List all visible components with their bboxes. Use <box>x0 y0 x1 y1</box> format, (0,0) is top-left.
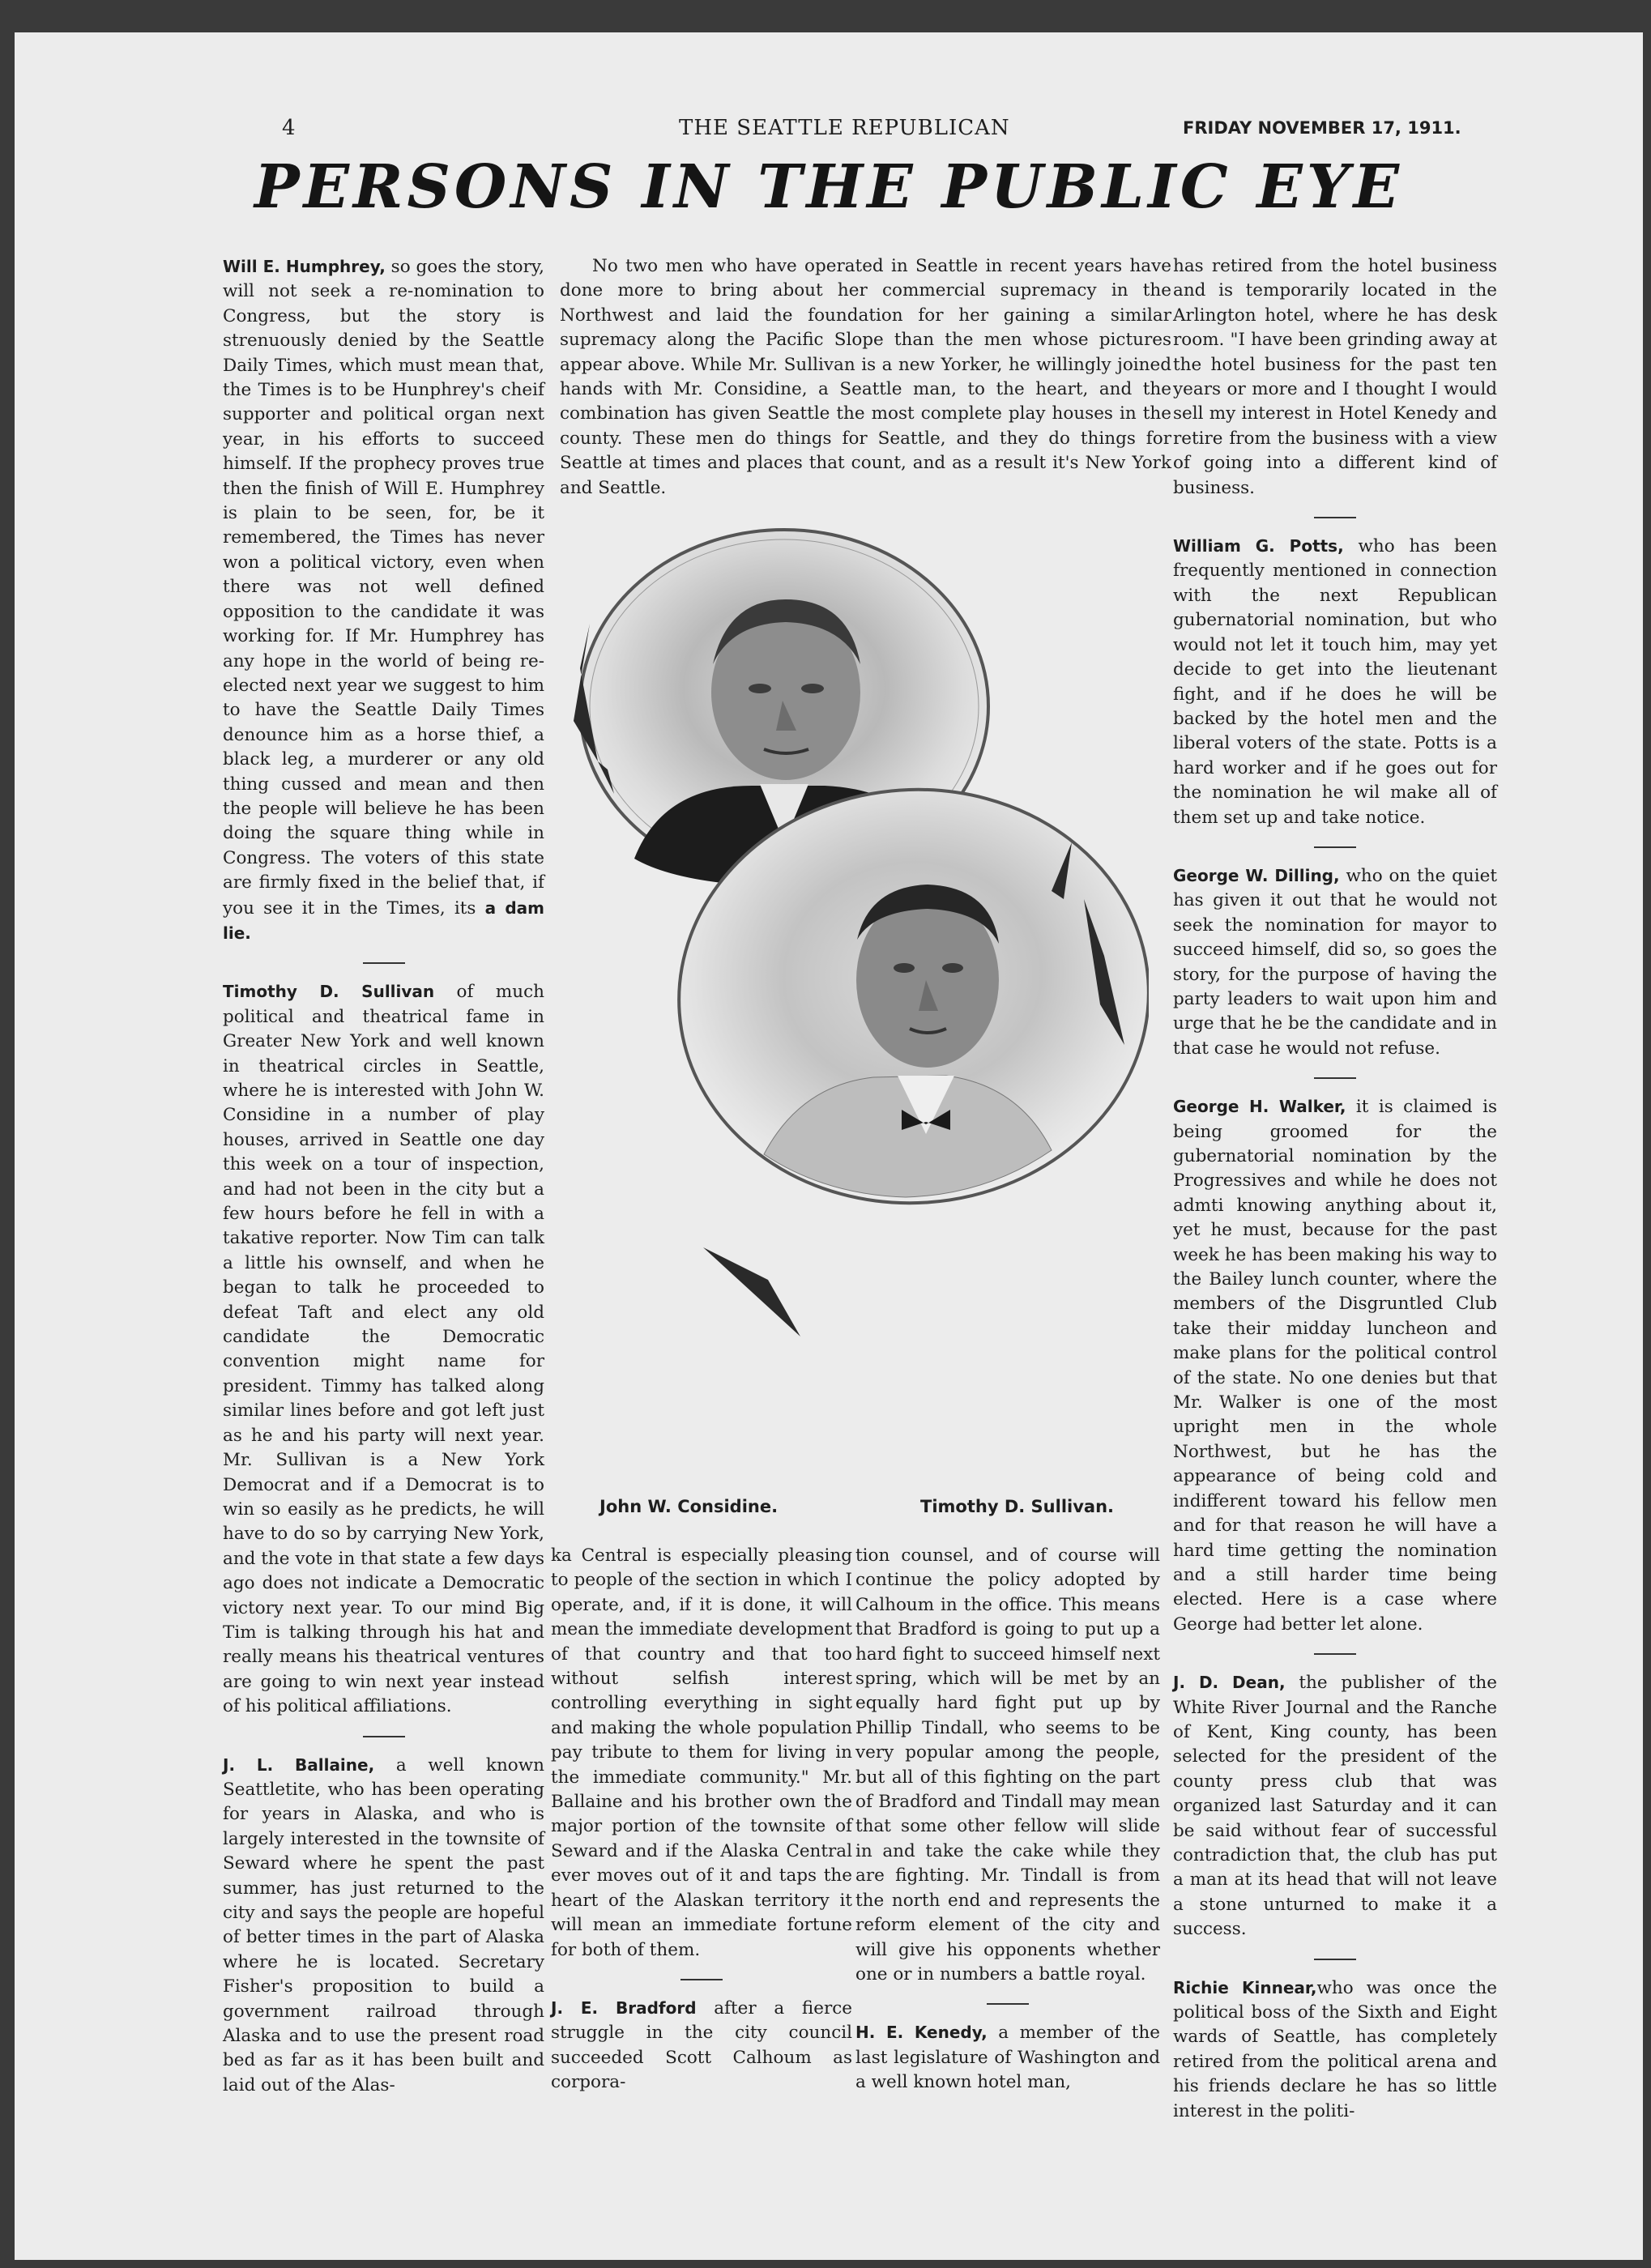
article-kenedy-continued: has retired from the hotel business and is temporarily located in the Arlington hotel, where he has desk room. "I have been grinding away at the hotel business for the past ten years or more and I thought I would sell my interest in Hotel Kenedy and retire from the business with a view of going into a different kind of business. <box>1173 256 1497 498</box>
divider <box>363 962 405 964</box>
issue-date: FRIDAY NOVEMBER 17, 1911. <box>1183 118 1461 138</box>
divider <box>1314 517 1356 518</box>
column-third-lower <box>855 1544 1160 2095</box>
article-sullivan: Timothy D. Sullivan of much political and theatrical fame in Greater New York and well known in theatrical circles in Seattle, where he is interested with John W. Considine in a number of play houses, arrived in Seattle one day this week on a tour of inspection, and had not been in the city but a few hours before he fell in with a takative reporter. Now Tim can talk a little his ownself, and when he began to talk he proceeded to defeat Taft and elect any old candidate the Democratic convention might name for president. Timmy has talked along similar lines before and got left just as he and his party will next year. Mr. Sullivan is a New York Democrat and if a Democrat is to win so easily as he predicts, he will have to do so by carrying New York, and the vote in that state a few days ago does not indicate a Democratic victory next year. To our mind Big Tim is talking through his hat and really means his theatrical ventures are going to win next year instead of his political affiliations. <box>223 982 544 1717</box>
article-kenedy: H. E. Kenedy, a member of the last legislature of Washington and a well known hotel man, <box>855 2023 1160 2093</box>
column-left <box>223 254 544 2098</box>
article-ballaine-continued: ka Central is especially pleasing to people of the section in which I operate, and, if it is done, it will mean the immediate development of that country and that too without selfish interest controlling everything in sight and making the whole population pay tribute to them for living in the immediate community." Mr. Ballaine and his brother own the major portion of the townsite of Seward and if the Alaska Central ever moves out of it and taps the heart of the Alaskan territory it will mean an immediate fortune for both of them. <box>551 1545 852 1960</box>
article-bradford-continued: tion counsel, and of course will continue the policy adopted by Calhoum in the office. This means that Bradford is going to put up a hard fight to succeed himself next spring, which will be met by an equally hard fight put up by Phillip Tindall, who seems to be very popular among the people, but all of this fighting on the part of Bradford and Tindall may mean that some other fellow will slide in and take the cake while they are fighting. Mr. Tindall is from the north end and represents the reform element of the city and will give his opponents whether one or in numbers a battle royal. <box>855 1545 1160 1985</box>
divider <box>363 1736 405 1737</box>
divider <box>1314 1959 1356 1960</box>
article-ballaine: J. L. Ballaine, a well known Seattletite, who has been operating for years in Alaska, and who is largely interested in the townsite of Seward where he spent the past summer, has just returned to the city and says the people are hopeful of better times in the part of Alaska where he is located. Secretary Fisher's proposition to build a government railroad through Alaska and to use the present road bed as far as it has been built and laid out of the Alas- <box>223 1754 544 2095</box>
divider <box>1314 1653 1356 1655</box>
article-walker: George H. Walker, it is claimed is being groomed for the gubernatorial nomination by the Progressives and while he does not admti knowing anything about it, yet he must, because for the past week he has been making his way to the Bailey lunch counter, where the members of the Disgruntled Club take their midday luncheon and make plans for the political control of the state. No one denies but that Mr. Walker is one of the most upright men in the whole Northwest, but he has the appearance of being cold and indifferent toward his fellow men and for that reason he will have a hard time getting the nomination and a still harder time being elected. Here is a case where George had better let alone. <box>1173 1097 1497 1635</box>
article-kinnear: Richie Kinnear,who was once the political boss of the Sixth and Eight wards of Seattle, has completely retired from the political arena and his friends declare he has so little interest in the politi- <box>1173 1977 1497 2121</box>
caption-considine: John W. Considine. <box>599 1497 779 1516</box>
divider <box>1314 846 1356 848</box>
intro-paragraph: No two men who have operated in Seattle in recent years have done more to bring about her commercial supremacy in the Northwest and laid the foundation for her gaining a similar supremacy along the Pacific Slope than the men whose pictures appear above. While Mr. Sullivan is a new Yorker, he willingly joined hands with Mr. Considine, a Seattle man, to the heart, and the combination has given Seattle the most complete play houses in the county. These men do things for Seattle, and they do things for Seattle at times and places that count, and as a result it's New York and Seattle. <box>560 256 1171 498</box>
article-bradford: J. E. Bradford after a fierce struggle in the city council succeeded Scott Calhoum as corpora- <box>551 1997 852 2093</box>
masthead: THE SEATTLE REPUBLICAN <box>679 116 1010 140</box>
column-middle-lower <box>551 1544 852 2095</box>
divider <box>680 1979 723 1980</box>
article-humphrey: Will E. Humphrey, so goes the story, will not seek a re-nomination to Congress, but the story is strenuously denied by the Seattle Daily Times, which must mean that, the Times is to be Hunphrey's cheif supporter and political organ next year, in his efforts to succeed himself. If the prophecy proves true then the finish of Will E. Humphrey is plain to be seen, for, be it remembered, the Times has never won a political victory, even when there was not well defined opposition to the candidate it was working for. If Mr. Humphrey has any hope in the world of being re-elected next year we suggest to him to have the Seattle Daily Times denounce him as a horse thief, a black leg, a murderer or any old thing cussed and mean and then the people will believe he has been doing the square thing while in Congress. The voters of this state are firmly fixed in the belief that, if you see it in the Times, its a dam lie. <box>223 257 544 943</box>
column-right <box>1173 254 1497 2124</box>
newspaper-page <box>15 32 1643 2260</box>
portraits-illustration <box>565 518 1149 1482</box>
article-dilling: George W. Dilling, who on the quiet has given it out that he would not seek the nomination for mayor to succeed himself, did so, so goes the story, for the purpose of having the party leaders to wait upon him and urge that he be the candidate and in that case he would not refuse. <box>1173 865 1498 1059</box>
page-title: PERSONS IN THE PUBLIC EYE <box>254 152 1404 222</box>
article-potts: William G. Potts, who has been frequently mentioned in connection with the next Republican gubernatorial nomination, but who would not let it touch him, may yet decide to get into the lieutenant fight, and if he does he will be backed by the hotel men and the liberal voters of the state. Potts is a hard worker and if he goes out for the nomination he wil make all of them set up and take notice. <box>1173 536 1497 828</box>
divider <box>987 2003 1029 2005</box>
page-number: 4 <box>282 116 296 140</box>
divider <box>1314 1077 1356 1079</box>
caption-sullivan: Timothy D. Sullivan. <box>920 1497 1114 1516</box>
article-dean: J. D. Dean, the publisher of the White River Journal and the Ranche of Kent, King county, has been selected for the president of the county press club that was organized last Saturday and it can be said without fear of successful contradiction that, the club has put a man at its head that will not leave a stone unturned to make it a success. <box>1173 1673 1497 1940</box>
